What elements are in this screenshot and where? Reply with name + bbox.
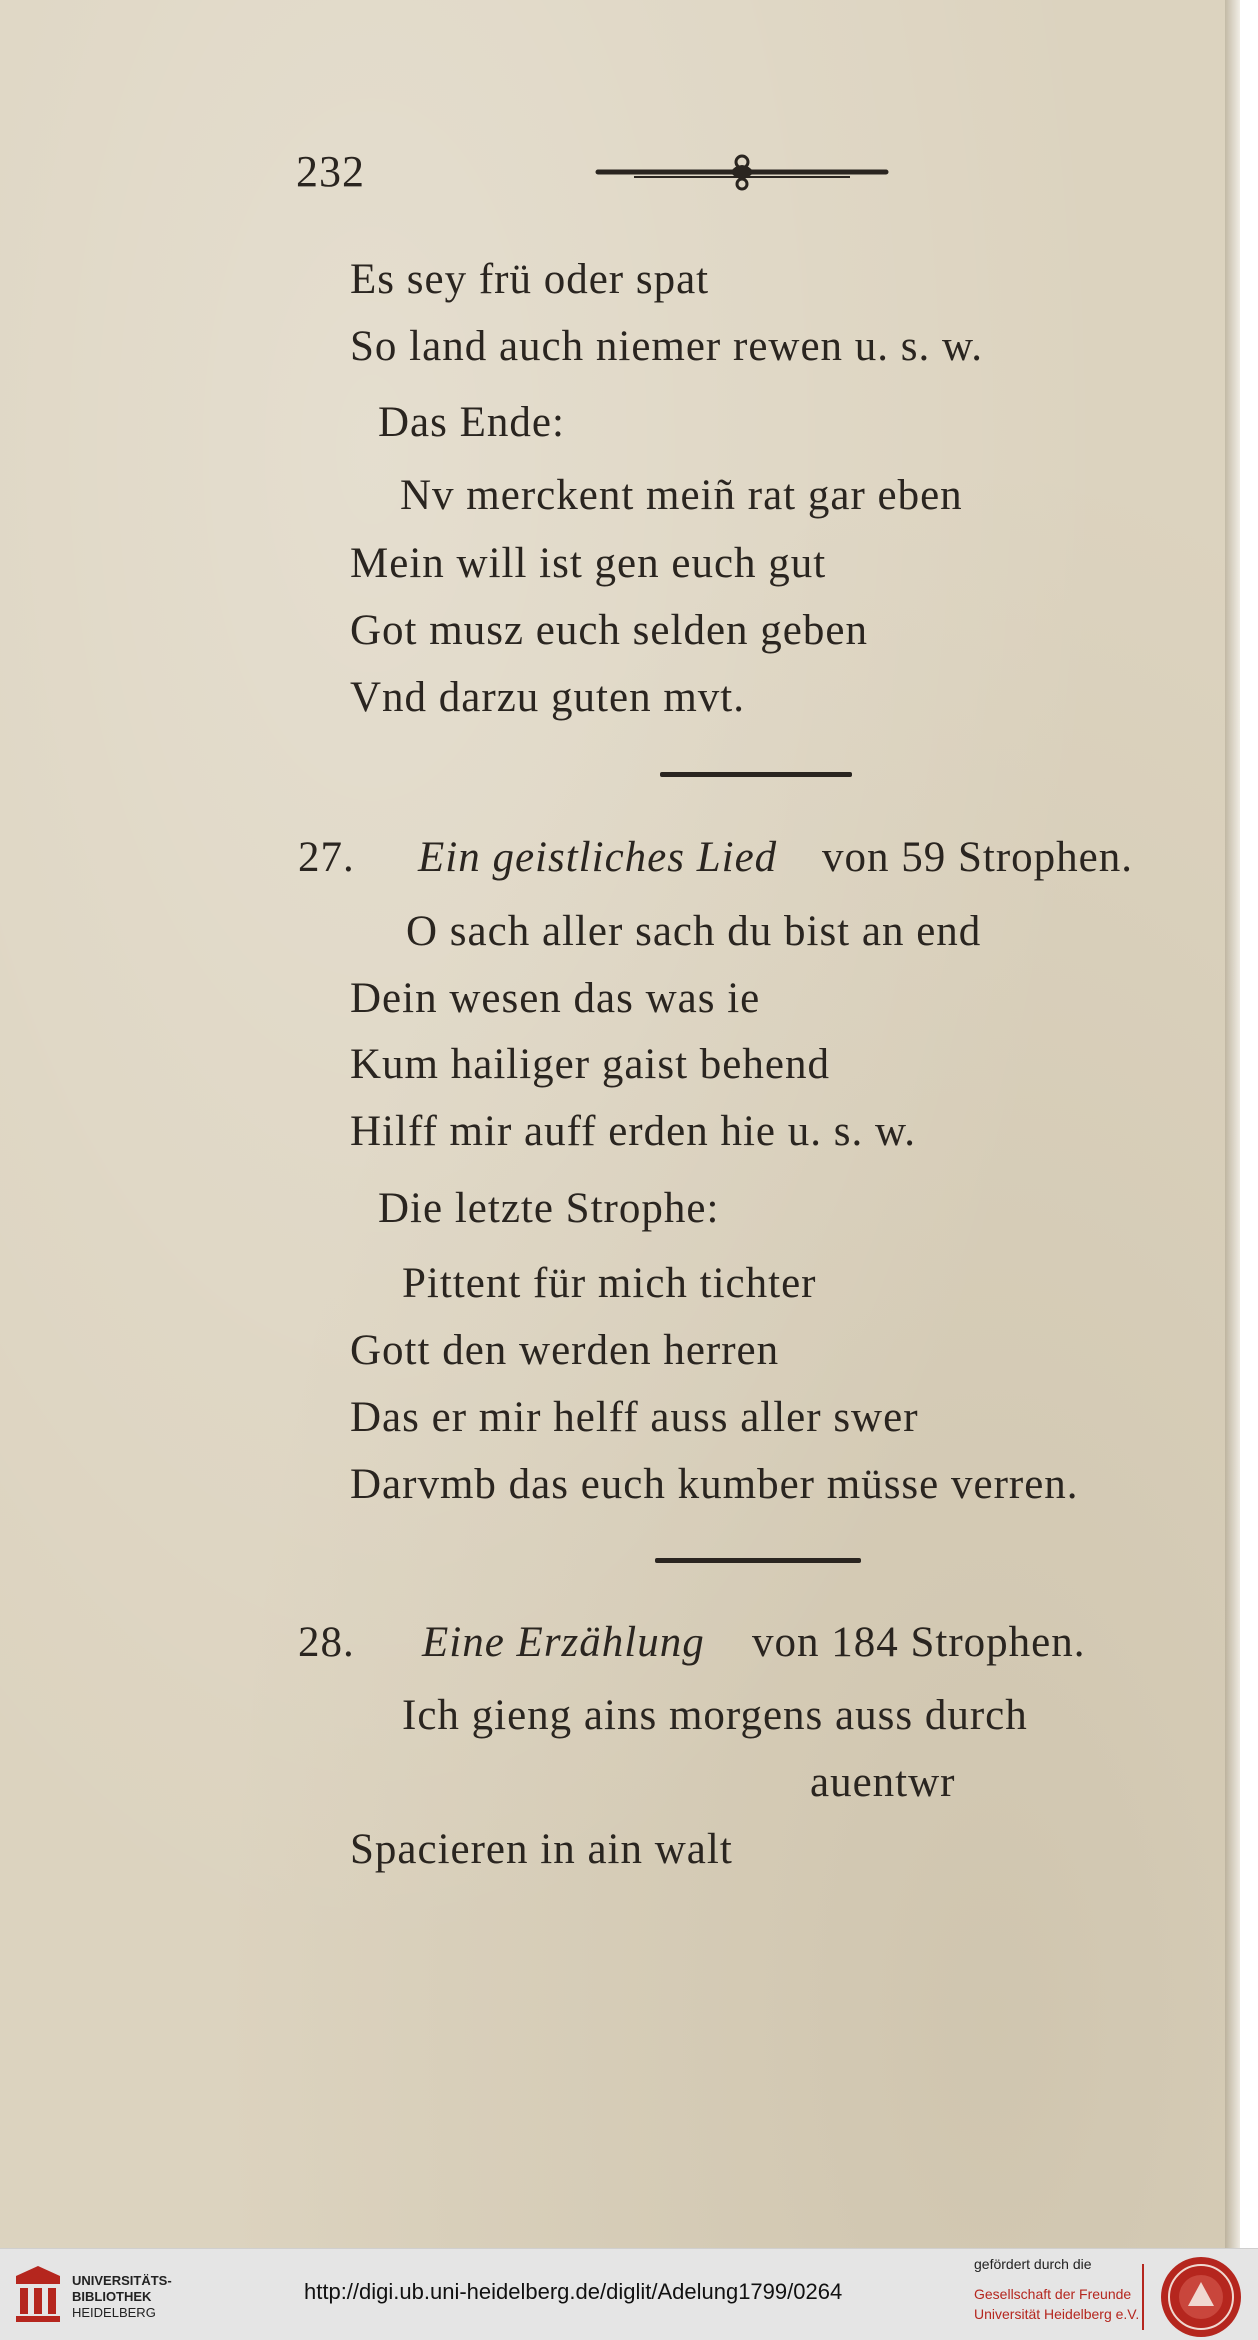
- text-line: So land auch niemer rewen u. s. w.: [350, 323, 984, 370]
- text-line: Hilff mir auff erden hie u. s. w.: [350, 1108, 916, 1155]
- text-line: Darvmb das euch kumber müsse verren.: [350, 1461, 1079, 1508]
- text-line: Gott den werden herren: [350, 1327, 780, 1374]
- library-name: UNIVERSITÄTS-: [72, 2273, 172, 2288]
- entry-title: Ein geistliches Lied: [418, 834, 778, 881]
- ornament-divider-icon: [594, 150, 890, 194]
- footer-divider: [1142, 2264, 1144, 2330]
- entry-number: 27.: [298, 834, 355, 881]
- library-name: HEIDELBERG: [72, 2305, 156, 2320]
- text-line: auentwr: [810, 1759, 956, 1806]
- text-line: Ich gieng ains morgens auss durch: [402, 1692, 1028, 1739]
- page-edge-shadow: [1225, 0, 1240, 2248]
- text-line: O sach aller sach du bist an end: [406, 908, 982, 955]
- text-line: Es sey frü oder spat: [350, 256, 710, 303]
- university-seal-icon: [1158, 2254, 1244, 2340]
- text-line: Vnd darzu guten mvt.: [350, 674, 745, 721]
- entry-title: Eine Erzählung: [422, 1619, 705, 1666]
- text-line: Nv merckent meiñ rat gar eben: [400, 472, 963, 519]
- funded-by-label: gefördert durch die: [974, 2256, 1092, 2272]
- text-line: Pittent für mich tichter: [402, 1260, 817, 1307]
- permalink-url[interactable]: http://digi.ub.uni-heidelberg.de/diglit/Adelung1799/0264: [304, 2279, 843, 2304]
- society-name: Gesellschaft der Freunde: [974, 2286, 1132, 2302]
- entry-number: 28.: [298, 1619, 355, 1666]
- section-divider: [660, 772, 852, 777]
- text-line: Mein will ist gen euch gut: [350, 540, 827, 587]
- section-divider: [655, 1558, 861, 1563]
- text-line: Das er mir helff auss aller swer: [350, 1394, 919, 1441]
- text-line: Die letzte Strophe:: [378, 1185, 720, 1232]
- page-number: 232: [296, 147, 365, 196]
- entry-extent: von 59 Strophen.: [822, 834, 1134, 881]
- text-line: Das Ende:: [378, 399, 565, 446]
- library-name: BIBLIOTHEK: [72, 2289, 152, 2304]
- library-logo-icon: [12, 2262, 64, 2326]
- text-line: Kum hailiger gaist behend: [350, 1041, 830, 1088]
- text-line: Spacieren in ain walt: [350, 1826, 733, 1873]
- text-line: Dein wesen das was ie: [350, 975, 761, 1022]
- entry-extent: von 184 Strophen.: [752, 1619, 1086, 1666]
- text-line: Got musz euch selden geben: [350, 607, 868, 654]
- society-name: Universität Heidelberg e.V.: [974, 2306, 1140, 2322]
